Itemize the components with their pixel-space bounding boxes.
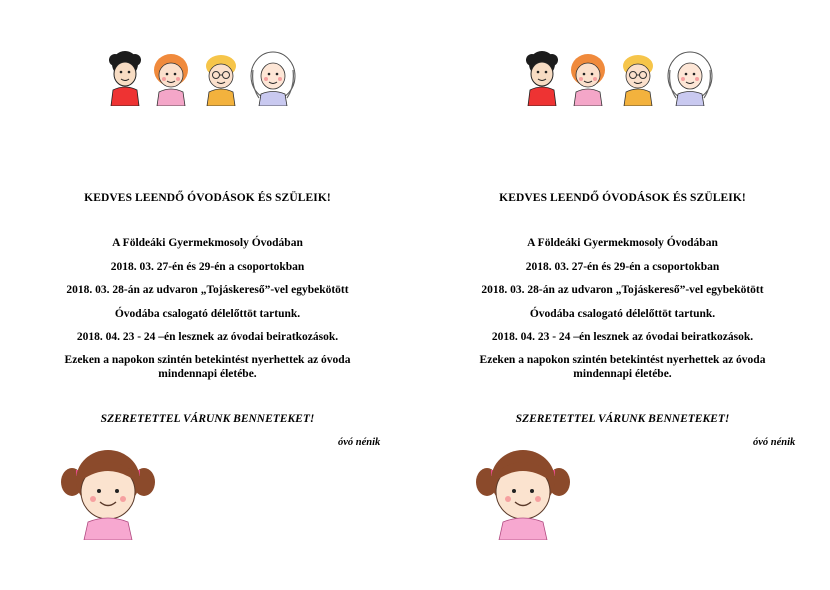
child-face-3 <box>206 55 236 106</box>
flyer-line-daily-life: mindennapi életébe. <box>158 368 257 380</box>
flyer-line-kindergarten: A Földeáki Gyermekmosoly Óvodában <box>527 237 718 249</box>
children-faces-illustration <box>103 50 303 106</box>
flyer-closing: SZERETETTEL VÁRUNK BENNETEKET! <box>515 413 730 425</box>
children-faces-illustration <box>520 50 720 106</box>
child-face-2 <box>154 54 188 106</box>
flyer-line-enrollment: 2018. 04. 23 - 24 –én lesznek az óvodai beiratkozások. <box>491 331 754 343</box>
flyer-line-open-morning: Óvodába csalogató délelőttöt tartunk. <box>114 308 301 320</box>
girl-illustration <box>58 442 158 540</box>
child-face-4 <box>668 52 712 106</box>
flyer-line-dates-groups: 2018. 03. 27-én és 29-én a csoportokban <box>525 261 720 273</box>
flyer-heading: KEDVES LEENDŐ ÓVODÁSOK ÉS SZÜLEIK! <box>499 192 746 204</box>
flyer-heading: KEDVES LEENDŐ ÓVODÁSOK ÉS SZÜLEIK! <box>84 192 331 204</box>
flyer-line-dates-groups: 2018. 03. 27-én és 29-én a csoportokban <box>110 261 305 273</box>
girl-illustration <box>473 442 573 540</box>
flyer-closing: SZERETETTEL VÁRUNK BENNETEKET! <box>100 413 315 425</box>
child-face-1 <box>109 51 141 106</box>
flyer-signature: óvó nénik <box>753 437 796 448</box>
flyer-line-insight: Ezeken a napokon szintén betekintést nyerhettek az óvoda <box>479 354 766 366</box>
flyer-line-enrollment: 2018. 04. 23 - 24 –én lesznek az óvodai beiratkozások. <box>76 331 339 343</box>
child-face-1 <box>526 51 558 106</box>
flyer-line-insight: Ezeken a napokon szintén betekintést nyerhettek az óvoda <box>64 354 351 366</box>
flyer-line-egg-hunt: 2018. 03. 28-án az udvaron „Tojáskereső”-vel egybekötött <box>481 284 764 296</box>
flyer-line-daily-life: mindennapi életébe. <box>573 368 672 380</box>
flyer-line-egg-hunt: 2018. 03. 28-án az udvaron „Tojáskereső”-vel egybekötött <box>66 284 349 296</box>
flyer-signature: óvó nénik <box>338 437 381 448</box>
child-face-2 <box>571 54 605 106</box>
flyer-right <box>415 0 830 590</box>
child-face-3 <box>623 55 653 106</box>
child-face-4 <box>251 52 295 106</box>
flyer-line-open-morning: Óvodába csalogató délelőttöt tartunk. <box>529 308 716 320</box>
flyer-line-kindergarten: A Földeáki Gyermekmosoly Óvodában <box>112 237 303 249</box>
